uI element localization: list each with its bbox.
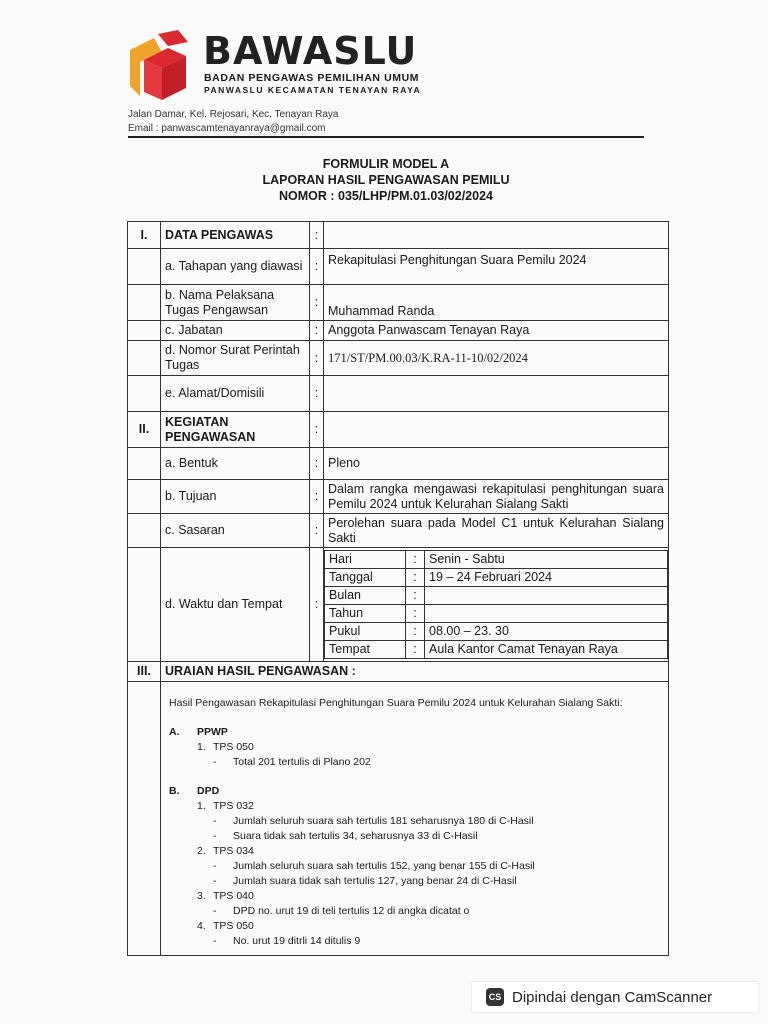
section-2-header (128, 412, 669, 448)
colon: : (406, 587, 425, 605)
waktu-key: Bulan (325, 587, 406, 605)
address-line: Jalan Damar, Kel. Rejosari, Kec. Tenayan Raya (128, 109, 339, 120)
field-label-alamat: e. Alamat/Domisili (161, 376, 310, 412)
list-note: - Total 201 tertulis di Plano 202 (213, 756, 371, 768)
list-note: - Jumlah seluruh suara sah tertulis 181 seharusnya 180 di C-Hasil (213, 815, 534, 827)
item-number: 3. (197, 890, 206, 902)
table-row (128, 285, 669, 321)
section-heading: KEGIATAN PENGAWASAN (161, 412, 310, 448)
waktu-key: Tanggal (325, 569, 406, 587)
field-value-waktu (324, 548, 669, 662)
item-tps: TPS 050 (213, 741, 254, 753)
field-label-nama: b. Nama Pelaksana Tugas Pengawsan (161, 285, 310, 321)
waktu-key: Hari (325, 551, 406, 569)
section-value (324, 222, 669, 249)
section-number: III. (128, 662, 161, 682)
item-tps: TPS 050 (213, 920, 254, 932)
table-row (128, 376, 669, 412)
email-line: Email : panwascamtenayanraya@gmail.com (128, 123, 326, 134)
colon: : (406, 551, 425, 569)
brand-office: PANWASLU KECAMATAN TENAYAN RAYA (204, 85, 422, 95)
table-row (128, 480, 669, 514)
group-b-heading (169, 784, 660, 799)
field-label-tahapan: a. Tahapan yang diawasi (161, 249, 310, 285)
field-value-jabatan: Anggota Panwascam Tenayan Raya (324, 321, 669, 341)
bawaslu-logo-icon (128, 30, 202, 102)
waktu-row (325, 551, 668, 569)
colon: : (406, 623, 425, 641)
waktu-value (425, 587, 668, 605)
field-value-alamat (324, 376, 669, 412)
table-row (128, 249, 669, 285)
group-name: DPD (197, 785, 220, 797)
field-value-nomor-surat: 171/ST/PM.00.03/K.RA-11-10/02/2024 (324, 341, 669, 376)
list-item (169, 889, 660, 904)
waktu-value: 08.00 – 23. 30 (425, 623, 668, 641)
field-label-nomor-surat: d. Nomor Surat Perintah Tugas (161, 341, 310, 376)
field-value-tujuan: Dalam rangka mengawasi rekapitulasi penghitungan suara Pemilu 2024 untuk Kelurahan Sialang Sakti (324, 480, 669, 514)
waktu-value: 19 – 24 Februari 2024 (425, 569, 668, 587)
colon: : (310, 249, 324, 285)
list-note: - Jumlah suara tidak sah tertulis 127, yang benar 24 di C-Hasil (213, 875, 517, 887)
colon: : (310, 514, 324, 548)
field-label-waktu: d. Waktu dan Tempat (161, 548, 310, 662)
table-row (128, 548, 669, 662)
section-number: II. (128, 412, 161, 448)
brand-subtitle: BADAN PENGAWAS PEMILIHAN UMUM (204, 72, 420, 84)
note-text: Suara tidak sah tertulis 34, seharusnya 33 di C-Hasil (233, 830, 478, 842)
section-heading: DATA PENGAWAS (161, 222, 310, 249)
letterhead-address (128, 108, 338, 136)
colon: : (310, 412, 324, 448)
list-item (169, 844, 660, 859)
waktu-row (325, 605, 668, 623)
colon: : (406, 569, 425, 587)
waktu-value: Aula Kantor Camat Tenayan Raya (425, 641, 668, 659)
group-letter: A. (169, 726, 180, 738)
note-text: Jumlah seluruh suara sah tertulis 152, yang benar 155 di C-Hasil (233, 860, 535, 872)
waktu-row (325, 587, 668, 605)
waktu-key: Tahun (325, 605, 406, 623)
camscanner-text: Dipindai dengan CamScanner (512, 988, 713, 1006)
waktu-key: Pukul (325, 623, 406, 641)
item-tps: TPS 040 (213, 890, 254, 902)
uraian-intro: Hasil Pengawasan Rekapitulasi Penghitungan Suara Pemilu 2024 untuk Kelurahan Sialang Sakti: (169, 697, 623, 709)
section-1-header (128, 222, 669, 249)
field-label-bentuk: a. Bentuk (161, 448, 310, 480)
camscanner-watermark (472, 982, 758, 1012)
note-text: Jumlah seluruh suara sah tertulis 181 seharusnya 180 di C-Hasil (233, 815, 534, 827)
field-label-jabatan: c. Jabatan (161, 321, 310, 341)
waktu-row (325, 569, 668, 587)
table-row (128, 682, 669, 956)
note-text: Jumlah suara tidak sah tertulis 127, yang benar 24 di C-Hasil (233, 875, 517, 887)
field-value-sasaran: Perolehan suara pada Model C1 untuk Kelurahan Sialang Sakti (324, 514, 669, 548)
item-number: 1. (197, 741, 206, 753)
colon: : (406, 605, 425, 623)
letterhead-divider (128, 136, 644, 138)
waktu-table (324, 550, 668, 659)
list-note: - Suara tidak sah tertulis 34, seharusnya 33 di C-Hasil (213, 830, 478, 842)
waktu-key: Tempat (325, 641, 406, 659)
section-3-content (161, 682, 669, 956)
form-title (128, 156, 644, 204)
item-number: 1. (197, 800, 206, 812)
colon: : (310, 376, 324, 412)
list-item (169, 799, 660, 814)
field-label-tujuan: b. Tujuan (161, 480, 310, 514)
note-text: No. urut 19 ditrli 14 ditulis 9 (233, 935, 361, 947)
camscanner-icon: CS (486, 988, 504, 1006)
list-note: - Jumlah seluruh suara sah tertulis 152, yang benar 155 di C-Hasil (213, 860, 535, 872)
note-text: Total 201 tertulis di Plano 202 (233, 756, 371, 768)
field-value-bentuk: Pleno (324, 448, 669, 480)
colon: : (310, 341, 324, 376)
list-note: - No. urut 19 ditrli 14 ditulis 9 (213, 935, 361, 947)
colon: : (310, 222, 324, 249)
list-item (169, 919, 660, 934)
group-letter: B. (169, 785, 180, 797)
title-line-1: FORMULIR MODEL A (322, 157, 450, 171)
title-line-2: LAPORAN HASIL PENGAWASAN PEMILU (262, 173, 510, 187)
report-form-table (127, 221, 669, 956)
colon: : (310, 480, 324, 514)
list-note: - DPD no. urut 19 di teli tertulis 12 di angka dicatat o (213, 905, 470, 917)
note-text: DPD no. urut 19 di teli tertulis 12 di angka dicatat o (233, 905, 470, 917)
field-value-nama: Muhammad Randa (324, 285, 669, 321)
item-number: 2. (197, 845, 206, 857)
group-a-heading (169, 725, 660, 740)
waktu-row (325, 641, 668, 659)
table-row (128, 448, 669, 480)
field-value-tahapan: Rekapitulasi Penghitungan Suara Pemilu 2024 (324, 249, 669, 285)
field-label-sasaran: c. Sasaran (161, 514, 310, 548)
section-number: I. (128, 222, 161, 249)
waktu-row (325, 623, 668, 641)
section-heading: URAIAN HASIL PENGAWASAN : (161, 662, 669, 682)
item-tps: TPS 034 (213, 845, 254, 857)
table-row (128, 321, 669, 341)
title-line-3: NOMOR : 035/LHP/PM.01.03/02/2024 (279, 189, 493, 203)
list-item (169, 740, 660, 755)
item-tps: TPS 032 (213, 800, 254, 812)
table-row (128, 514, 669, 548)
colon: : (310, 548, 324, 662)
colon: : (406, 641, 425, 659)
group-name: PPWP (197, 726, 228, 738)
waktu-value (425, 605, 668, 623)
table-row (128, 341, 669, 376)
brand-name: BAWASLU (203, 29, 418, 73)
colon: : (310, 285, 324, 321)
section-3-header (128, 662, 669, 682)
item-number: 4. (197, 920, 206, 932)
colon: : (310, 448, 324, 480)
waktu-value: Senin - Sabtu (425, 551, 668, 569)
colon: : (310, 321, 324, 341)
